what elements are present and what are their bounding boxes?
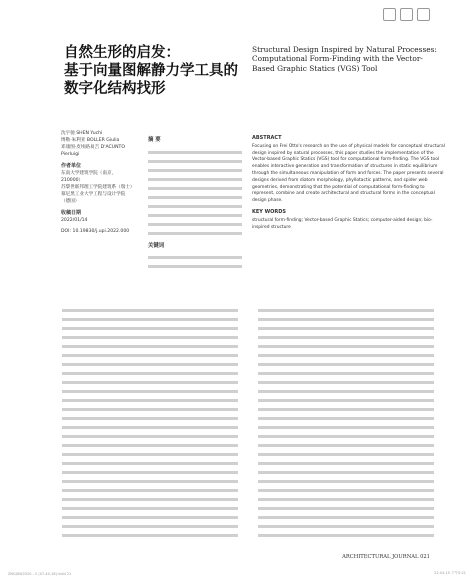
text-block: [62, 426, 238, 429]
text-block: [148, 196, 242, 199]
text-block: [258, 507, 434, 510]
text-block: [258, 498, 434, 501]
text-block: [62, 489, 238, 492]
text-block: [148, 160, 242, 163]
text-block: [62, 444, 238, 447]
text-block: [258, 489, 434, 492]
text-block: [148, 256, 242, 259]
print-info: ZNGJXW2020 - 2 (07-40-18).indd 21: [8, 572, 72, 576]
text-block: [148, 265, 242, 268]
text-block: [62, 498, 238, 501]
text-block: [62, 471, 238, 474]
text-block: [62, 309, 238, 312]
text-block: [148, 169, 242, 172]
keywords-heading-en: KEY WORDS: [252, 208, 287, 215]
title-line: 自然生形的启发：: [64, 45, 180, 61]
text-block: [148, 223, 242, 226]
text-block: [258, 336, 434, 339]
text-block: [62, 480, 238, 483]
text-block: [62, 345, 238, 348]
title-english: Structural Design Inspired by Natural Processes: Computational Form-Finding with the Vector-Based Graphic Statics (VGS) Tool: [252, 45, 437, 73]
text-block: [258, 453, 434, 456]
body-column-left: [62, 303, 238, 543]
abstract-chinese: [148, 137, 242, 274]
text-block: [62, 363, 238, 366]
title-chinese: [64, 44, 254, 98]
author-2: 博勒·朱利亚 BOLLER Giulia: [61, 138, 120, 143]
square-icon: [383, 8, 396, 21]
text-block: [148, 178, 242, 181]
text-block: [62, 408, 238, 411]
text-block: [148, 151, 242, 154]
text-block: [258, 435, 434, 438]
author-3: 邓康图·皮埃路易吉 D'ACUNTO Pierluigi: [61, 145, 125, 157]
text-block: [258, 480, 434, 483]
keywords-heading: 关键词: [148, 242, 165, 249]
received-label: 收稿日期: [61, 210, 82, 216]
text-block: [258, 363, 434, 366]
text-block: [258, 408, 434, 411]
text-block: [148, 232, 242, 235]
text-block: [62, 399, 238, 402]
title-line: 基于向量图解静力学工具的: [64, 63, 238, 79]
text-block: [148, 205, 242, 208]
text-block: [258, 327, 434, 330]
keywords-en: structural form-finding; Vector-based Graphic Statics; computer-aided design; bio-inspired structure: [252, 217, 433, 230]
text-block: [62, 462, 238, 465]
text-block: [258, 534, 434, 537]
text-block: [62, 534, 238, 537]
text-block: [62, 381, 238, 384]
toolbar-icons: [383, 8, 430, 21]
text-block: [62, 525, 238, 528]
page-footer: ARCHITECTURAL JOURNAL 021: [342, 554, 430, 560]
text-block: [148, 214, 242, 217]
square-icon: [400, 8, 413, 21]
text-block: [258, 318, 434, 321]
affiliation: 东南大学建筑学院（南京，210000）: [61, 171, 117, 183]
affiliation-label: 作者单位: [61, 163, 82, 169]
text-block: [258, 309, 434, 312]
text-block: [258, 399, 434, 402]
abstract-heading: 摘 要: [148, 137, 161, 143]
author-1: 沈宇驰 SHEN Yuchi: [61, 131, 103, 136]
text-block: [258, 417, 434, 420]
abstract-english: [252, 135, 447, 231]
text-block: [258, 525, 434, 528]
text-block: [62, 318, 238, 321]
affiliation: 苏黎世联邦理工学院建筑系（瑞士）: [61, 185, 135, 190]
text-block: [62, 336, 238, 339]
text-block: [258, 516, 434, 519]
text-block: [62, 372, 238, 375]
text-block: [258, 354, 434, 357]
print-date: 22-04-15 下午5:21: [434, 571, 466, 575]
text-block: [258, 462, 434, 465]
affiliation: 慕尼黑工业大学工程与设计学院（德国）: [61, 192, 126, 204]
text-block: [62, 453, 238, 456]
abstract-heading-en: ABSTRACT: [252, 135, 282, 141]
text-block: [258, 345, 434, 348]
text-block: [258, 471, 434, 474]
text-block: [258, 390, 434, 393]
text-block: [62, 435, 238, 438]
text-block: [258, 372, 434, 375]
text-block: [62, 354, 238, 357]
text-block: [62, 417, 238, 420]
text-block: [258, 426, 434, 429]
text-block: [62, 390, 238, 393]
abstract-text-en: Focusing on Frei Otto's research on the use of physical models for conceptual structural design inspired by natural processes, this paper studies the implementation of the Vector-based Graphic Statics (VGS) tool for computational form-finding. The VGS tool enables interactive generation and transformation of structures in static equilibrium through the simultaneous manipulation of form and forces. The paper presents several designs derived from diatom morphology, phyllotactic patterns, and spider web geometries, demonstrating that the potential of computational form-finding to represent, combine and create architectural and structural forms in the conceptual design phase.: [252, 143, 445, 204]
square-icon: [417, 8, 430, 21]
doi: DOI: 10.19830/j.upi.2022.000: [61, 229, 130, 234]
text-block: [62, 507, 238, 510]
author-column: [61, 130, 133, 235]
text-block: [62, 327, 238, 330]
title-line: 数字化结构找形: [64, 81, 166, 97]
text-block: [258, 381, 434, 384]
body-column-right: [258, 303, 434, 543]
text-block: [258, 444, 434, 447]
text-block: [148, 187, 242, 190]
text-block: [62, 516, 238, 519]
received-date: 2022/01/14: [61, 218, 88, 223]
